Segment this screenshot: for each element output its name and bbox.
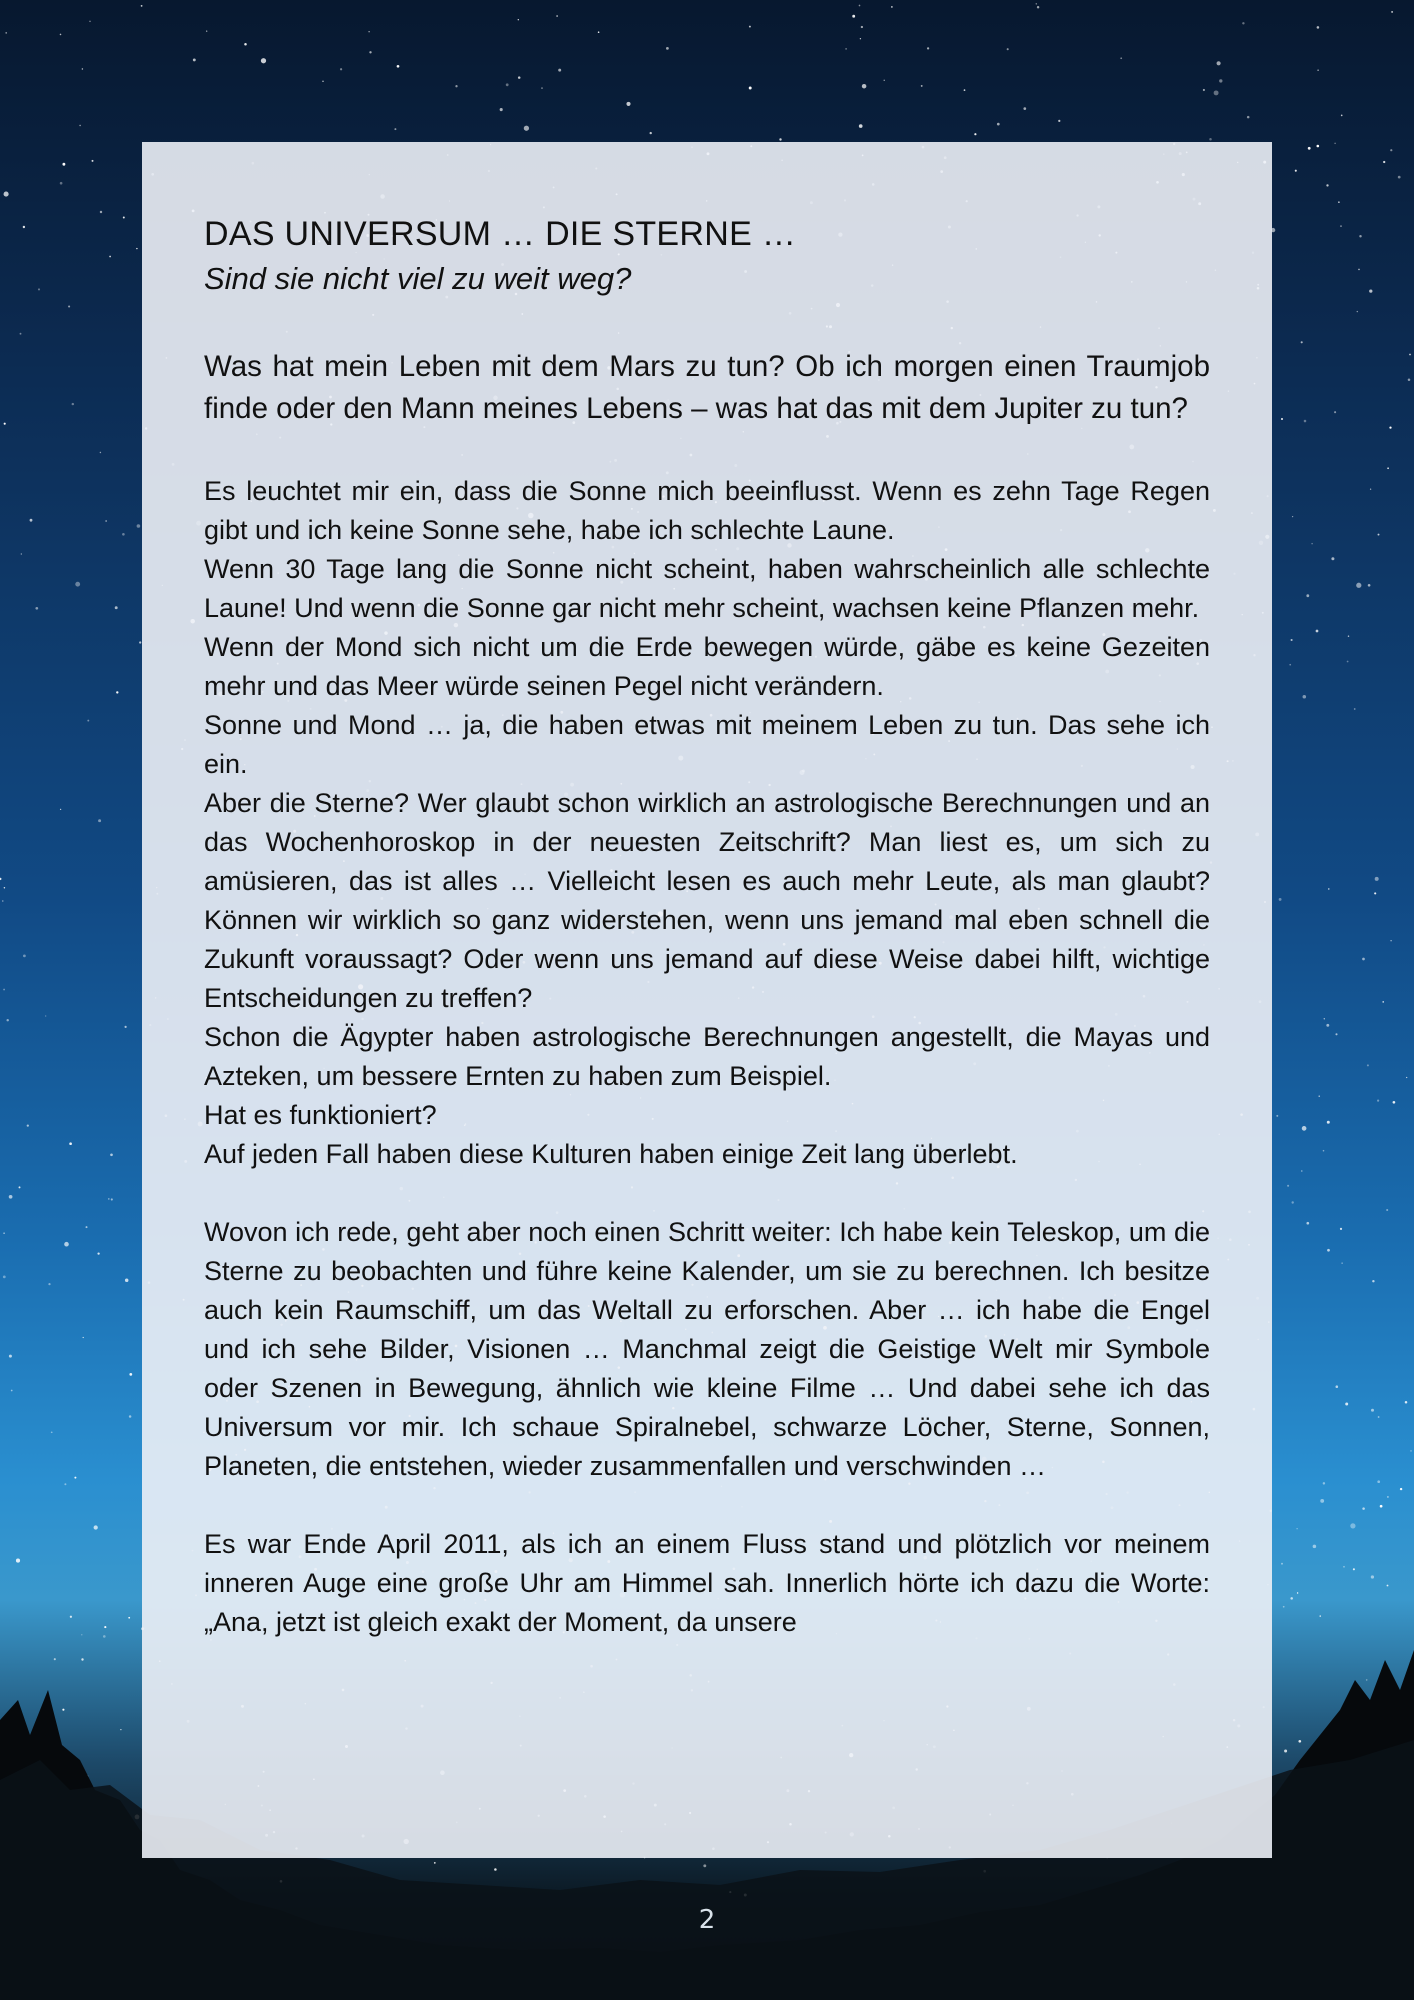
page-title: DAS UNIVERSUM … DIE STERNE … (204, 215, 797, 253)
paragraph: Auf jeden Fall haben diese Kulturen haben einige Zeit lang überlebt. (204, 1139, 1018, 1169)
paragraph: Sonne und Mond … ja, die haben etwas mit meinem Leben zu tun. Das sehe ich ein. (204, 710, 1210, 779)
text-panel (142, 142, 1272, 1858)
lead-paragraph: Was hat mein Leben mit dem Mars zu tun? Ob ich morgen einen Traumjob finde oder den Mann meines Lebens – was hat das mit dem Jupiter zu tun? (204, 350, 1210, 425)
paragraph: Wenn der Mond sich nicht um die Erde bewegen würde, gäbe es keine Gezeiten mehr und das Meer würde seinen Pegel nicht verändern. (204, 632, 1210, 701)
paragraph: Wenn 30 Tage lang die Sonne nicht scheint, haben wahrscheinlich alle schlechte Laune! Und wenn die Sonne gar nicht mehr scheint, wachsen keine Pflanzen mehr. (204, 554, 1210, 623)
paragraph: Hat es funktioniert? (204, 1100, 437, 1130)
page-number: 2 (698, 1905, 716, 1935)
paragraph: Es leuchtet mir ein, dass die Sonne mich beeinflusst. Wenn es zehn Tage Regen gibt und ich keine Sonne sehe, habe ich schlechte Laune. (204, 476, 1210, 545)
paragraph: Wovon ich rede, geht aber noch einen Schritt weiter: Ich habe kein Teleskop, um die Sterne zu beobachten und führe keine Kalender, um sie zu berechnen. Ich besitze auch kein Raumschiff, um das Weltall zu erforschen. Aber … ich habe die Engel und ich sehe Bilder, Visionen … Manchmal zeigt die Geistige Welt mir Symbole oder Szenen in Bewegung, ähnlich wie kleine Filme … Und dabei sehe ich das Universum vor mir. Ich schaue Spiralnebel, schwarze Löcher, Sterne, Sonnen, Planeten, die entstehen, wieder zusammenfallen und verschwinden … (204, 1217, 1210, 1481)
page-subtitle: Sind sie nicht viel zu weit weg? (204, 261, 632, 296)
paragraph: Es war Ende April 2011, als ich an einem Fluss stand und plötzlich vor meinem inneren Auge eine große Uhr am Himmel sah. Innerlich hörte ich dazu die Worte: „Ana, jetzt ist gleich exakt der Moment, da unsere (204, 1529, 1210, 1637)
paragraph: Aber die Sterne? Wer glaubt schon wirklich an astrologische Berechnungen und an das Wochenhoroskop in der neuesten Zeitschrift? Man liest es, um sich zu amüsieren, das ist alles … Vielleicht lesen es auch mehr Leute, als man glaubt? Können wir wirklich so ganz widerstehen, wenn uns jemand mal eben schnell die Zukunft voraussagt? Oder wenn uns jemand auf diese Weise dabei hilft, wichtige Entscheidungen zu treffen? (204, 788, 1210, 1013)
paragraph: Schon die Ägypter haben astrologische Berechnungen angestellt, die Mayas und Azteken, um bessere Ernten zu haben zum Beispiel. (204, 1022, 1210, 1091)
